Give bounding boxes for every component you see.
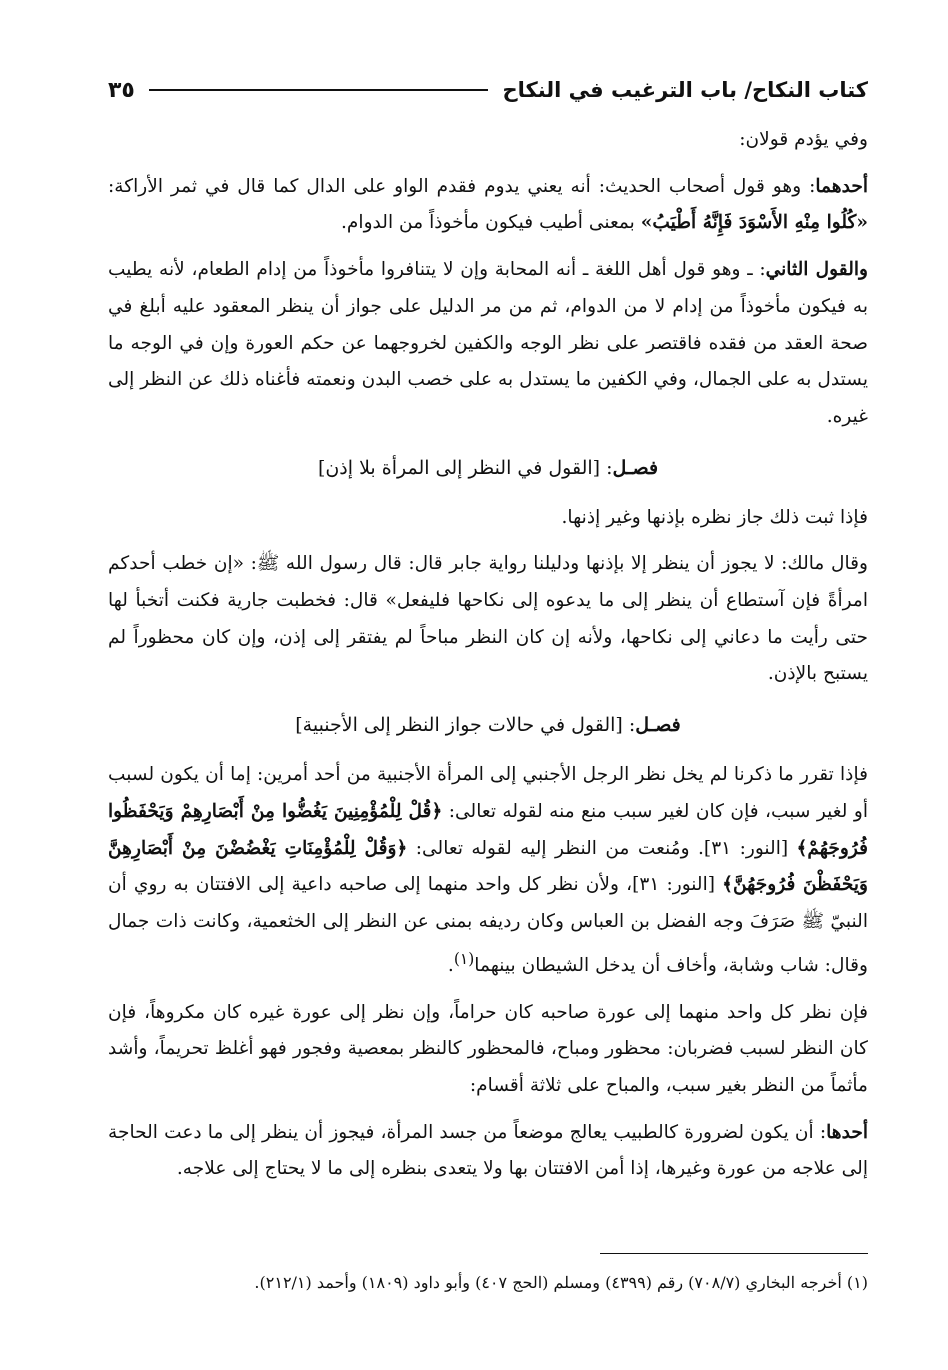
header-rule <box>149 89 489 91</box>
page-number: ٣٥ <box>108 77 135 103</box>
footnote: (١) أخرجه البخاري (٧٠٨/٧) رقم (٤٣٩٩) ومسلم (الحج ٤٠٧) وأبو داود (١٨٠٩) وأحمد (٢١٢/١). <box>254 1273 868 1292</box>
running-title: كتاب النكاح/ باب الترغيب في النكاح <box>502 78 868 102</box>
paragraph-2-lead: أحدهما <box>815 175 868 197</box>
paragraph-6-end: . <box>447 954 454 976</box>
page-body <box>108 122 868 1198</box>
section-heading-1-label: فصـل <box>612 456 659 479</box>
paragraph-8-lead: أحدها <box>826 1121 868 1143</box>
paragraph-6-part-c: [النور: ٣١]، ولأن نظر كل واحد منهما إلى صاحبه داعية إلى الافتتان به روي أن النبيّ ﷺ صَرَفَ وجه الفضل بن العباس وكان رديفه بمنى عن النظر إلى الخثعمية، وكانت ذات جمال وقال: شاب وشابة، وأخاف أن يدخل الشيطان بينهما <box>108 874 868 976</box>
paragraph-6-part-b: [النور: ٣١]. ومُنعت من النظر إليه لقوله تعالى: <box>407 837 797 859</box>
paragraph-5: وقال مالك: لا يجوز أن ينظر إلا بإذنها ودليلنا رواية جابر قال: قال رسول الله ﷺ: «إن خطب أحدكم امرأةً فإن آستطاع أن ينظر إلى ما يدعوه إلى نكاحها فليفعل» قال: فخطبت جارية فكنت أتخبأ لها حتى رأيت ما دعاني إلى نكاحها، ولأنه إن كان النظر مباحاً لم يفتقر إلى إذن، وإن كان محظوراً لم يستبح بالإذن. <box>108 553 868 685</box>
paragraph-4: فإذا ثبت ذلك جاز نظره بإذنها وغير إذنها. <box>561 506 868 528</box>
paragraph-3-lead: والقول الثاني <box>765 259 869 281</box>
paragraph-3-text: : ـ وهو قول أهل اللغة ـ أنه المحابة وإن لا يتنافروا مأخوذاً من إدام الطعام، لأنه يطيب به فيكون مأخوذاً من إدام لا من الدوام، ثم من مر الدليل على جواز أن ينظر المعقود عليه أبلغ في صحة العقد من فقده فاقتصر على نظر الوجه والكفين لخروجهما عن حكم العورة وإن في الوجه ما يستدل به على الجمال، وفي الكفين ما يستدل به على خصب البدن ونعمته فأغناه ذلك عن النظر إلى غيره. <box>108 259 868 427</box>
hadith-quote: «كُلُوا مِنْهِ الأَسْوَدَ فَإِنَّهُ أَطْيَبُ» <box>640 212 868 234</box>
section-heading-2 <box>108 707 868 743</box>
footnote-rule <box>600 1253 868 1254</box>
paragraph-6 <box>108 757 868 984</box>
paragraph-2-tail: بمعنى أطيب فيكون مأخوذاً من الدوام. <box>340 212 641 234</box>
quran-verse-1: ﴿قُلْ لِلْمُؤْمِنِينَ يَغُضُّوا مِنْ أَبْصَارِهِمْ وَيَحْفَظُوا فُرُوجَهُمْ﴾ <box>108 800 868 859</box>
paragraph-8-text: : أن يكون لضرورة كالطبيب يعالج موضعاً من جسد المرأة، فيجوز أن ينظر إلى ما دعت الحاجة إلى علاجه من عورة وغيرها، إذا أمن الافتتان بها ولا يتعدى بنظره إلى ما لا يحتاج إلى علاجه. <box>108 1121 868 1180</box>
quran-verse-2: ﴿وَقُلْ لِلْمُؤْمِنَاتِ يَغْضُضْنَ مِنْ أَبْصَارِهِنَّ وَيَحْفَظْنَ فُرُوجَهُنَّ﴾ <box>108 837 868 896</box>
paragraph-2-text: : وهو قول أصحاب الحديث: أنه يعني يدوم فقدم الواو على الدال كما قال في ثمر الأراكة: <box>108 175 816 197</box>
section-heading-2-text: : [القول في حالات جواز النظر إلى الأجنبية] <box>295 714 636 737</box>
paragraph-6-part-a: فإذا تقرر ما ذكرنا لم يخل نظر الرجل الأجنبي إلى المرأة الأجنبية من أحد أمرين: إما أن يكون لسبب أو لغير سبب، فإن كان لغير سبب منع منه لقوله تعالى: <box>108 764 868 822</box>
page-header <box>108 70 868 110</box>
paragraph-7: فإن نظر كل واحد منهما إلى عورة صاحبه كان حراماً، وإن نظر إلى عورة غيره كان مكروهاً، فإن كان النظر لسبب فضربان: محظور ومباح، فالمحظور كالنظر بمعصية وفجور فهو أغلظ تحريماً، وأشد مأثماً من النظر بغير سبب، والمباح على ثلاثة أقسام: <box>108 1001 868 1096</box>
paragraph-2 <box>108 169 868 242</box>
paragraph-3 <box>108 252 868 436</box>
section-heading-2-label: فصـل <box>635 714 681 737</box>
paragraph-8 <box>108 1115 868 1188</box>
section-heading-1-text: : [القول في النظر إلى المرأة بلا إذن] <box>317 456 613 479</box>
paragraph-1: وفي يؤدم قولان: <box>739 129 868 150</box>
section-heading-1 <box>108 450 868 486</box>
footnote-reference[interactable]: (١) <box>453 949 475 968</box>
